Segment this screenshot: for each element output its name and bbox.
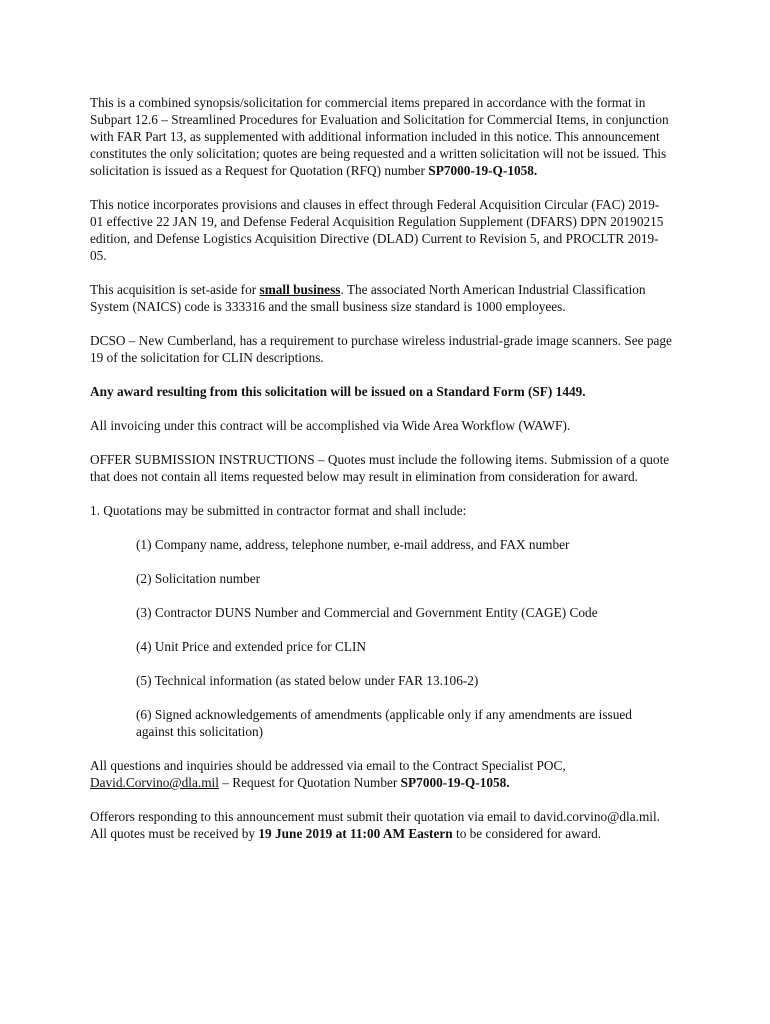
deadline-date: 19 June 2019 at 11:00 AM Eastern [258,826,453,841]
offer-instructions-paragraph: OFFER SUBMISSION INSTRUCTIONS – Quotes must include the following items. Submission of a quote that does not contain all items requested below may result in elimination from consideration for award. [90,452,670,484]
set-aside-type: small business [259,282,341,297]
contact-pre: All questions and inquiries should be addressed via email to the Contract Specialist POC, [90,758,566,773]
deadline-post: to be considered for award. [452,826,602,841]
set-aside-post: . The associated North American Industrial Classification System (NAICS) code is 333316 and the small business size standard is 1000 employees. [90,282,646,314]
list-item: (5) Technical information (as stated below under FAR 13.106-2) [136,673,479,688]
deadline-paragraph [90,808,672,842]
intro-text: This is a combined synopsis/solicitation for commercial items prepared in accordance with the format in Subpart 12.6 – Streamlined Procedures for Evaluation and Solicitation for Commercial Items, in conjunction with FAR Part 13, as supplemented with additional information included in this notice. This announcement constitutes the only solicitation; quotes are being requested and a written solicitation will not be issued. This solicitation is issued as a Request for Quotation (RFQ) number [90,95,669,178]
provisions-paragraph: This notice incorporates provisions and clauses in effect through Federal Acquisition Circular (FAC) 2019-01 effective 22 JAN 19, and Defense Federal Acquisition Regulation Supplement (DFARS) DPN 20190215 edition, and Defense Logistics Acquisition Directive (DLAD) Current to Revision 5, and PROCLTR 2019-05. [90,197,664,263]
contact-paragraph [90,757,672,791]
list-item: (3) Contractor DUNS Number and Commercial and Government Entity (CAGE) Code [136,605,598,620]
list-item: (1) Company name, address, telephone number, e-mail address, and FAX number [136,537,570,552]
contact-email-link[interactable]: David.Corvino@dla.mil [90,775,219,790]
list-item: (2) Solicitation number [136,571,261,586]
contact-mid: – Request for Quotation Number [218,775,401,790]
quotation-requirements-heading: 1. Quotations may be submitted in contractor format and shall include: [90,503,467,518]
rfq-number: SP7000-19-Q-1058. [428,163,538,178]
deadline-pre: Offerors responding to this announcement must submit their quotation via email to david.corvino@dla.mil. All quotes must be received by [90,809,660,841]
award-form-text: Any award resulting from this solicitation will be issued on a Standard Form (SF) 1449. [90,384,586,399]
intro-paragraph [90,94,672,179]
invoicing-paragraph: All invoicing under this contract will be accomplished via Wide Area Workflow (WAWF). [90,418,571,433]
requirement-paragraph: DCSO – New Cumberland, has a requirement to purchase wireless industrial-grade image scanners. See page 19 of the solicitation for CLIN descriptions. [90,333,672,365]
contact-rfq-number: SP7000-19-Q-1058. [400,775,510,790]
solicitation-document [90,94,672,859]
list-item: (6) Signed acknowledgements of amendments (applicable only if any amendments are issued against this solicitation) [136,707,632,739]
list-item: (4) Unit Price and extended price for CLIN [136,639,367,654]
award-form-paragraph [90,383,672,400]
set-aside-pre: This acquisition is set-aside for [90,282,260,297]
set-aside-paragraph [90,281,672,315]
